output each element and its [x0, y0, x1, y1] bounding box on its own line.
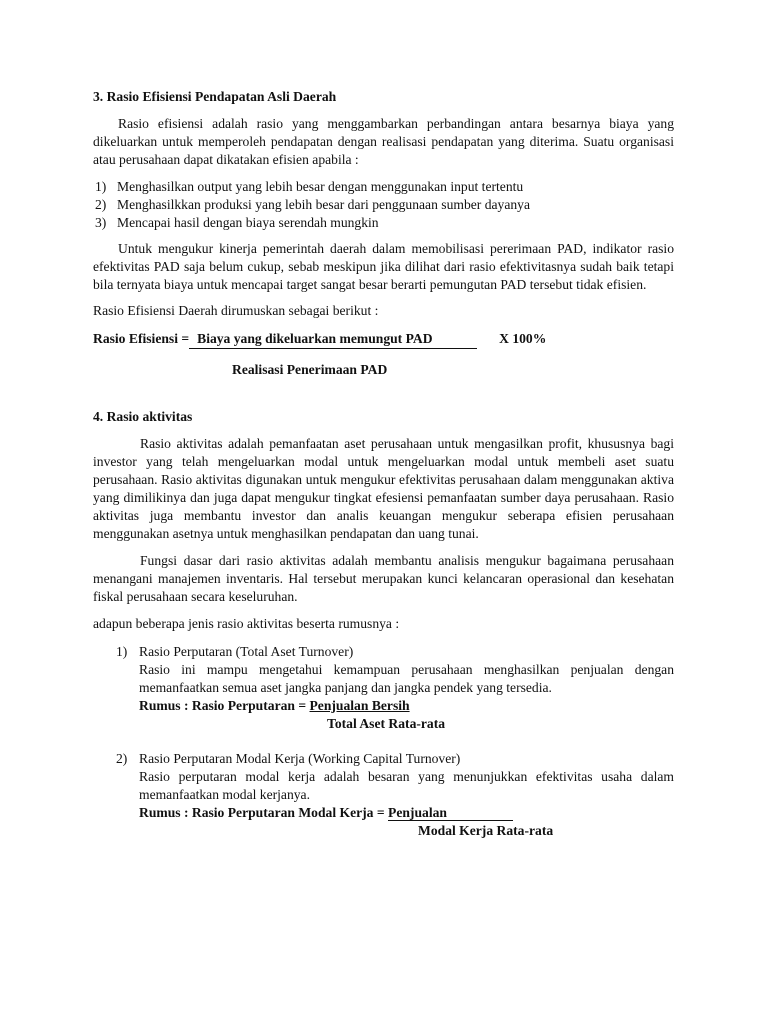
formula-label: Rasio Efisiensi =: [93, 331, 190, 346]
list-text: Menghasilkan output yang lebih besar dengan menggunakan input tertentu: [117, 179, 524, 194]
section-3-paragraph-1: Rasio efisiensi adalah rasio yang menggambarkan perbandingan antara besarnya biaya yang dikeluarkan untuk memperoleh pendapatan dengan realisasi pendapatan yang diterima. Suatu organisasi atau perusahaan dapat dikatakan efisien apabila :: [93, 116, 674, 167]
section-3-paragraph-2: Untuk mengukur kinerja pemerintah daerah dalam memobilisasi pererimaan PAD, indikator rasio efektivitas PAD saja belum cukup, sebab meskipun jika dilihat dari rasio efektivitasnya sudah baik tetapi bila ternyata biaya untuk mencapai target sangat besar berarti pemungutan PAD tersebut tidak efisien.: [93, 241, 674, 292]
section-4-paragraph-2: Fungsi dasar dari rasio aktivitas adalah membantu analisis mengukur bagaimana perusahaan menangani manajemen inventaris. Hal tersebut merupakan kunci kelancaran operasional dan kesehatan fiskal perusahaan secara keseluruhan.: [93, 553, 674, 604]
list-number: 2): [95, 197, 107, 212]
list-text: Mencapai hasil dengan biaya serendah mungkin: [117, 215, 379, 230]
ratio-description: Rasio perputaran modal kerja adalah besaran yang menunjukkan efektivitas usaha dalam memanfaatkan modal kerjanya.: [139, 769, 674, 802]
list-number: 1): [95, 179, 107, 194]
formula-label: Rumus : Rasio Perputaran =: [139, 698, 310, 713]
section-3-heading: 3. Rasio Efisiensi Pendapatan Asli Daerah: [93, 89, 337, 104]
list-item: [93, 214, 674, 232]
section-4-heading: 4. Rasio aktivitas: [93, 409, 193, 424]
ratio-formula: [139, 804, 674, 822]
formula-label: Rumus : Rasio Perputaran Modal Kerja =: [139, 805, 389, 820]
list-text: Menghasilkkan produksi yang lebih besar dari penggunaan sumber dayanya: [117, 197, 530, 212]
formula-denominator: Modal Kerja Rata-rata: [418, 823, 554, 838]
list-number: 3): [95, 215, 107, 230]
ratio-description: Rasio ini mampu mengetahui kemampuan perusahaan menghasilkan penjualan dengan memanfaatkan semua aset jangka panjang dan jangka pendek yang tersedia.: [139, 662, 674, 695]
list-number: 1): [116, 644, 128, 659]
section-4-paragraph-3: adapun beberapa jenis rasio aktivitas beserta rumusnya :: [93, 616, 400, 631]
list-number: 2): [116, 751, 128, 766]
formula-numerator: Penjualan: [388, 805, 513, 821]
ratio-title: Rasio Perputaran Modal Kerja (Working Capital Turnover): [139, 751, 461, 766]
efficiency-criteria-list: [93, 178, 674, 232]
section-4-paragraph-1: Rasio aktivitas adalah pemanfaatan aset perusahaan untuk mengasilkan profit, khususnya bagi investor yang telah mengeluarkan modal untuk mengeluarkan modal untuk membeli aset suatu perusahaan. Rasio aktivitas digunakan untuk mengukur efektivitas perusahaan dalam menggunakan aktiva yang dimilikinya dan juga dapat mengukur tingkat efesiensi pemanfaatan sumber daya perusahaan. Rasio aktivitas juga membantu investor dan analis keuangan mengukur seberapa efisien perusahaan menggunakan asetnya untuk menghasilkan pendapatan dan uang tunai.: [93, 436, 674, 541]
formula-numerator: Biaya yang dikeluarkan memungut PAD: [197, 330, 477, 349]
efficiency-formula: [93, 330, 674, 379]
ratio-formula: [139, 697, 674, 715]
section-3-paragraph-3: Rasio Efisiensi Daerah dirumuskan sebagai berikut :: [93, 303, 379, 318]
formula-numerator: Penjualan Bersih: [309, 698, 410, 713]
activity-ratio-item: [93, 643, 674, 733]
formula-multiplier: X 100%: [499, 331, 547, 346]
activity-ratio-item: [93, 750, 674, 840]
list-item: [93, 196, 674, 214]
formula-denominator: Total Aset Rata-rata: [327, 716, 446, 731]
formula-denominator: Realisasi Penerimaan PAD: [232, 362, 388, 377]
ratio-title: Rasio Perputaran (Total Aset Turnover): [139, 644, 354, 659]
list-item: [93, 178, 674, 196]
